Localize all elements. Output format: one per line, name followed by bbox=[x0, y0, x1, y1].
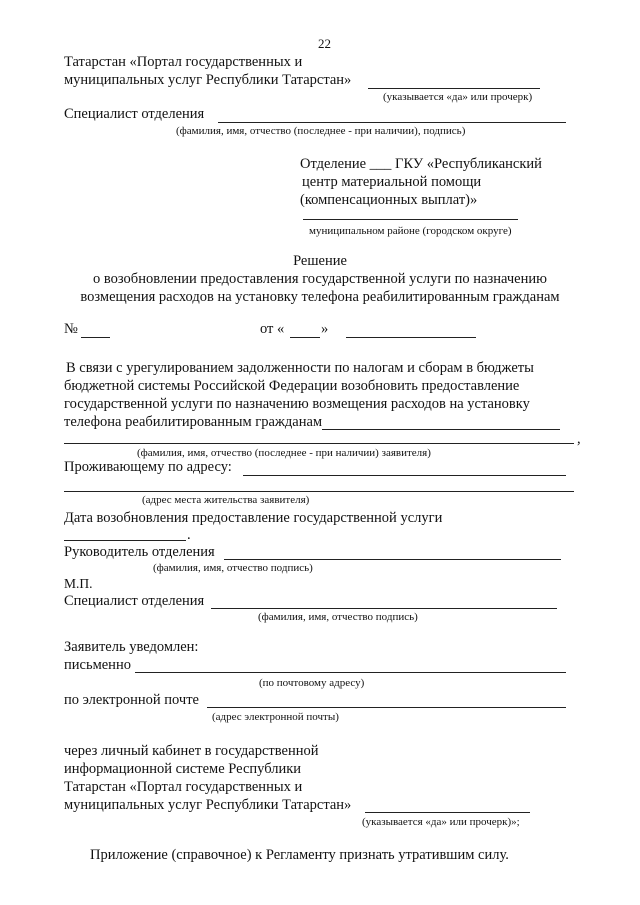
portal-line-2: муниципальных услуг Республики Татарстан» bbox=[64, 72, 352, 88]
address-label: Проживающему по адресу: bbox=[64, 459, 232, 475]
document-subject-line-2: возмещения расходов на установку телефона реабилитированным гражданам bbox=[80, 289, 560, 305]
body-line-3: государственной услуги по назначению возмещения расходов на установку bbox=[64, 396, 530, 412]
address-hint: (адрес места жительства заявителя) bbox=[142, 494, 310, 506]
address-field-1[interactable] bbox=[243, 475, 566, 476]
addressee-line-1: Отделение ___ ГКУ «Республиканский bbox=[300, 156, 542, 172]
stamp-label: М.П. bbox=[64, 576, 93, 591]
specialist-label: Специалист отделения bbox=[64, 593, 205, 609]
applicant-name-field-2[interactable] bbox=[64, 443, 574, 444]
cabinet-line-1: через личный кабинет в государственной bbox=[64, 743, 319, 759]
head-label: Руководитель отделения bbox=[64, 544, 215, 560]
written-field[interactable] bbox=[135, 672, 566, 673]
body-line-1: В связи с урегулированием задолженности по налогам и сборам в бюджеты bbox=[66, 360, 534, 376]
document-heading: Решение bbox=[293, 253, 347, 269]
applicant-hint: (фамилия, имя, отчество (последнее - при наличии) заявителя) bbox=[137, 447, 431, 459]
specialist-field-top[interactable] bbox=[218, 122, 566, 123]
applicant-comma: , bbox=[577, 431, 581, 447]
resume-date-label: Дата возобновления предоставление государственной услуги bbox=[64, 510, 443, 526]
resume-date-dot: . bbox=[187, 527, 191, 543]
appendix-note: Приложение (справочное) к Регламенту признать утратившим силу. bbox=[90, 847, 509, 863]
cabinet-line-2: информационной системе Республики bbox=[64, 761, 302, 777]
addressee-line-3: (компенсационных выплат)» bbox=[300, 192, 478, 208]
municipality-field[interactable] bbox=[303, 219, 518, 220]
number-label: № bbox=[64, 321, 78, 337]
specialist-hint: (фамилия, имя, отчество подпись) bbox=[258, 611, 418, 623]
addressee-line-2: центр материальной помощи bbox=[302, 174, 482, 190]
head-signature-field[interactable] bbox=[224, 559, 561, 560]
notified-heading: Заявитель уведомлен: bbox=[64, 639, 199, 655]
specialist-signature-field[interactable] bbox=[211, 608, 557, 609]
municipality-hint: муниципальном районе (городском округе) bbox=[309, 225, 512, 237]
body-line-2: бюджетной системы Российской Федерации возобновить предоставление bbox=[64, 378, 520, 394]
email-field[interactable] bbox=[207, 707, 566, 708]
date-month-year-field[interactable] bbox=[346, 337, 476, 338]
date-quote-close: » bbox=[321, 321, 329, 337]
portal-answer-field[interactable] bbox=[368, 88, 540, 89]
cabinet-line-4: муниципальных услуг Республики Татарстан» bbox=[64, 797, 352, 813]
resume-date-field[interactable] bbox=[64, 540, 186, 541]
applicant-name-field-1[interactable] bbox=[322, 429, 560, 430]
head-hint: (фамилия, имя, отчество подпись) bbox=[153, 562, 313, 574]
specialist-label-top: Специалист отделения bbox=[64, 106, 205, 122]
page-number: 22 bbox=[318, 36, 331, 51]
portal-line-1: Татарстан «Портал государственных и bbox=[64, 54, 303, 70]
written-label: письменно bbox=[64, 657, 131, 673]
email-hint: (адрес электронной почты) bbox=[212, 711, 339, 723]
portal-answer-hint: (указывается «да» или прочерк) bbox=[383, 91, 533, 103]
date-day-field[interactable] bbox=[290, 337, 320, 338]
document-subject-line-1: о возобновлении предоставления государственной услуги по назначению bbox=[93, 271, 547, 287]
written-hint: (по почтовому адресу) bbox=[259, 677, 365, 689]
address-field-2[interactable] bbox=[64, 491, 574, 492]
body-line-4: телефона реабилитированным гражданам bbox=[64, 414, 323, 430]
cabinet-answer-field[interactable] bbox=[365, 812, 530, 813]
specialist-hint-top: (фамилия, имя, отчество (последнее - при наличии), подпись) bbox=[176, 125, 466, 137]
cabinet-answer-hint: (указывается «да» или прочерк)»; bbox=[362, 816, 520, 828]
date-from-label: от « bbox=[260, 321, 285, 337]
number-field[interactable] bbox=[81, 337, 110, 338]
email-label: по электронной почте bbox=[64, 692, 199, 708]
cabinet-line-3: Татарстан «Портал государственных и bbox=[64, 779, 303, 795]
